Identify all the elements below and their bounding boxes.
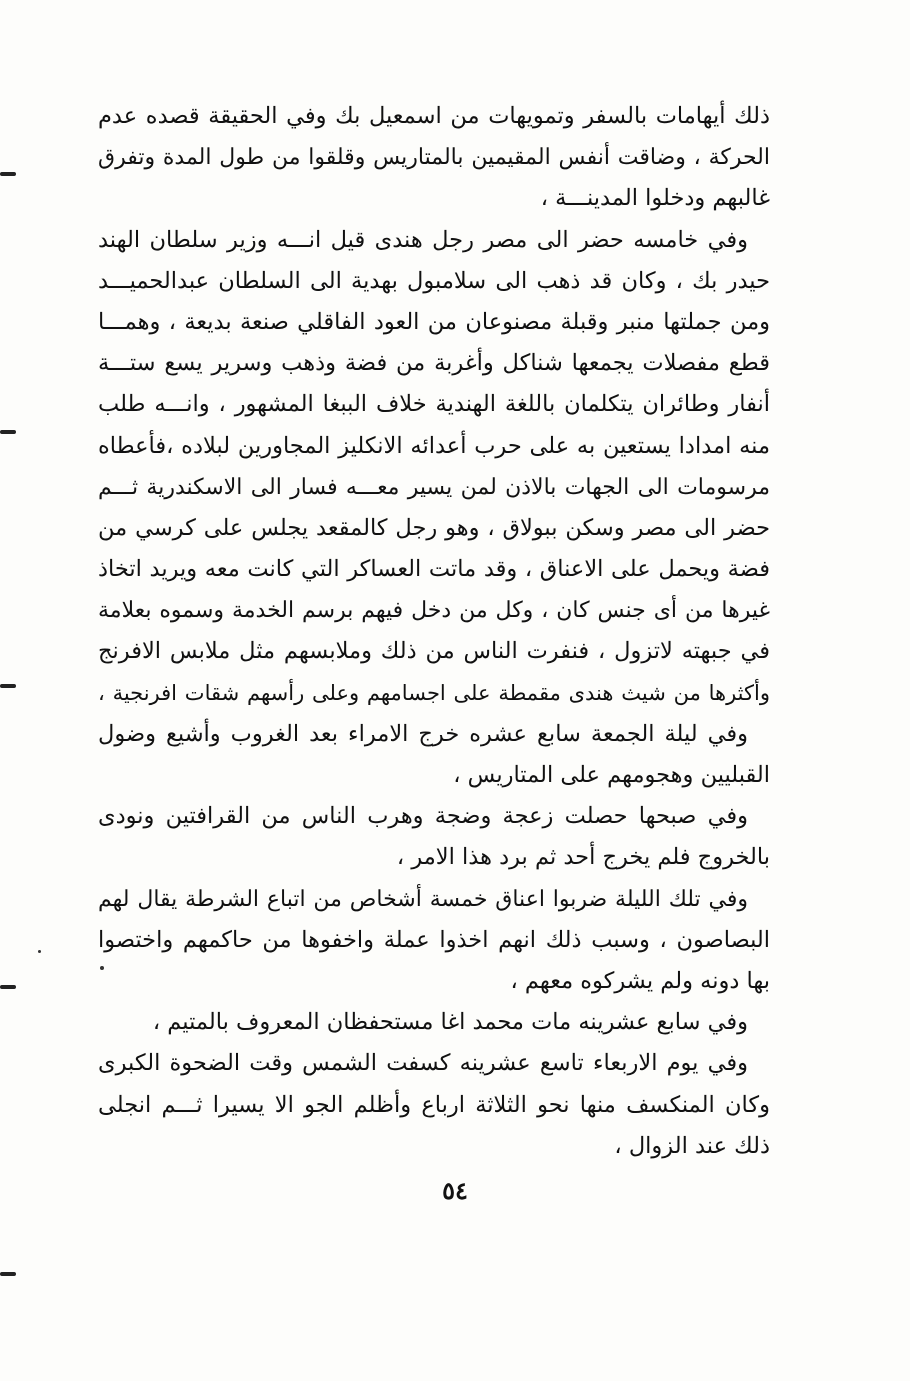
text-line: وكان المنكسف منها نحو الثلاثة ارباع وأظلم الجو الا يسيرا ثـــم انجلى [98, 1091, 770, 1118]
text-line: وفي ليلة الجمعة سابع عشره خرج الامراء بعد الغروب وأشيع وضول [98, 720, 748, 747]
margin-mark [0, 684, 16, 688]
text-line: غيرها من أى جنس كان ، وكل من دخل فيهم برسم الخدمة وسموه بعلامة [98, 598, 770, 624]
text-line: وفي صبحها حصلت زعجة وضجة وهرب الناس من القرافتين ونودى [98, 803, 748, 830]
text-line: ومن جملتها منبر وقبلة مصنوعان من العود الفاقلي صنعة بديعة ، وهمـــا [98, 308, 770, 335]
text-line: الحركة ، وضاقت أنفس المقيمين بالمتاريس وقلقوا من طول المدة وتفرق [98, 145, 770, 171]
text-line: غالبهم ودخلوا المدينـــة ، [540, 185, 770, 212]
text-line: البصاصون ، وسبب ذلك انهم اخذوا عملة واخفوها من حاكمهم واختصوا [98, 926, 770, 953]
text-line: أنفار وطائران يتكلمان باللغة الهندية خلاف الببغا المشهور ، وانـــه طلب [98, 391, 770, 418]
text-line: مرسومات الى الجهات بالاذن لمن يسير معـــه فسار الى الاسكندرية ثـــم [98, 474, 770, 500]
text-line: منه امدادا يستعين به على حرب أعدائه الانكليز المجاورين لبلاده ،فأعطاه [98, 432, 770, 459]
margin-mark [0, 1272, 16, 1276]
body-text [98, 96, 770, 1167]
text-line: ذلك أيهامات بالسفر وتمويهات من اسمعيل بك وفي الحقيقة قصده عدم [98, 103, 770, 129]
text-line: حضر الى مصر وسكن ببولاق ، وهو رجل كالمقعد يجلس على كرسي من [98, 514, 770, 541]
margin-mark [0, 172, 16, 176]
ink-speck [38, 950, 41, 953]
text-line: في جبهته لاتزول ، فنفرت الناس من ذلك وملابسهم مثل ملابس الافرنج [98, 638, 770, 665]
text-line: بالخروج فلم يخرج أحد ثم برد هذا الامر ، [396, 844, 770, 871]
page-number: ٥٤ [442, 1176, 468, 1205]
text-line: وفي يوم الاربعاء تاسع عشرينه كسفت الشمس وقت الضحوة الكبرى [98, 1050, 748, 1077]
text-line: القبليين وهجومهم على المتاريس ، [453, 762, 770, 788]
margin-mark [0, 430, 16, 434]
text-line: وفي خامسه حضر الى مصر رجل هندى قيل انـــه وزير سلطان الهند [98, 226, 748, 253]
text-line: فضة ويحمل على الاعناق ، وقد ماتت العساكر التي كانت معه ويريد اتخاذ [98, 556, 770, 583]
text-line: ذلك عند الزوال ، [614, 1132, 770, 1159]
text-line: بها دونه ولم يشركوه معهم ، [510, 967, 770, 994]
text-line: وأكثرها من شيث هندى مقمطة على اجسامهم وعلى رأسهم شقات افرنجية ، [98, 680, 770, 705]
margin-mark [0, 985, 16, 989]
text-line: وفي تلك الليلة ضربوا اعناق خمسة أشخاص من اتباع الشرطة يقال لهم [98, 886, 748, 912]
text-line: حيدر بك ، وكان قد ذهب الى سلامبول بهدية الى السلطان عبدالحميـــد [98, 267, 770, 294]
text-line: قطع مفصلات يجمعها شناكل وأغربة من فضة وذهب وسرير يسع ستـــة [98, 350, 770, 377]
text-line: وفي سابع عشرينه مات محمد اغا مستحفظان المعروف بالمتيم ، [152, 1009, 748, 1036]
